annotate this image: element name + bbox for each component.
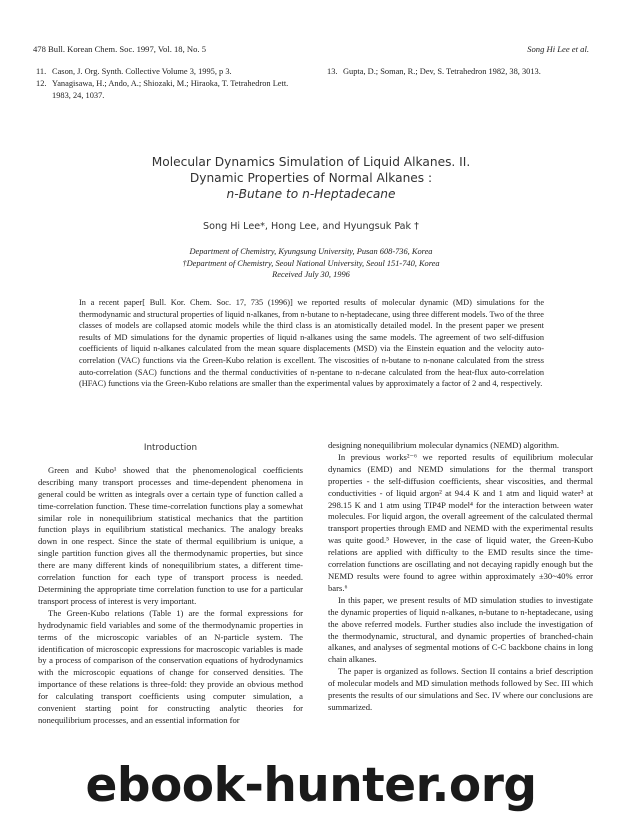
body-paragraph: In this paper, we present results of MD simulation studies to investigate the dynamic properties of liquid n-alkanes, n-butane to n-heptadecane, using the above referred models. Further studies also include the investigation of the thermodynamic, structural, and dynamic properties of branched-chain alkanes, and analyses of segmental motions of C-C backbone chains in long chain alkanes. <box>328 594 593 665</box>
body-column-right <box>328 440 593 714</box>
abstract: In a recent paper[ Bull. Kor. Chem. Soc. 17, 735 (1996)] we reported results of molecular dynamic (MD) simulations for the thermodynamic and structural properties of liquid n-alkanes, from n-butane to n-heptadecane, using three different models. Two of the three classes of models are collapsed atomic models while the third class is an atomistically detailed model. In the present paper we present results of MD simulations for the dynamic properties of liquid n-alkanes using the same models. The agreement of two self-diffusion coefficients of liquid n-alkanes calculated from the mean square displacements (MSD) via the Einstein equation and the velocity auto-correlation (VAC) functions via the Green-Kubo relation is excellent. The viscosities of n-butane to n-nonane calculated from the stress auto-correlation (SAC) functions and the thermal conductivities of n-pentane to n-decane calculated from the heat-flux auto-correlation (HFAC) functions via the Green-Kubo relations are smaller than the experimental values by approximately a factor of 2 and 4, respectively. <box>79 298 544 389</box>
section-heading: Introduction <box>143 443 198 453</box>
body-paragraph: In previous works²⁻⁶ we reported results of equilibrium molecular dynamics (EMD) and NEMD simulations for the thermal transport properties - the self-diffusion coefficients, shear viscosities, and thermal conductivities - of liquid argon² at 94.4 K and 1 atm and liquid water³ at 298.15 K and 1 atm using TIP4P model⁴ for the interaction between water molecules. For liquid argon, the overall agreement of the calculated thermal transport properties through EMD and NEMD with the experimental results was quite good.⁵ However, in the case of liquid water, the Green-Kubo relations are applied with difficulty to the EMD results since the time-correlation functions are oscillating and not decaying rapidly enough but the NEMD results were found to agree within approximately ±30~40% error bars.⁶ <box>328 451 593 593</box>
author-list: Song Hi Lee*, Hong Lee, and Hyungsuk Pak † <box>203 221 419 232</box>
body-paragraph: The paper is organized as follows. Section II contains a brief description of molecular models and MD simulation methods followed by Sec. III which presents the results of our simulations and Sec. IV where our conclusions are summarized. <box>328 666 593 712</box>
reference-item: 13. Gupta, D.; Soman, R.; Dev, S. Tetrahedron 1982, 38, 3013. <box>327 67 541 76</box>
reference-item: 11. Cason, J. Org. Synth. Collective Volume 3, 1995, p 3. <box>36 67 232 76</box>
body-paragraph: Green and Kubo¹ showed that the phenomenological coefficients describing many transport processes and time-dependent phenomena in general could be written as integrals over a certain type of function called a time-correlation function. These time-correlation functions play a somewhat similar role in nonequilibrium statistical mechanics that the partition function plays in equilibrium statistical mechanics. The analogy breaks down in one respect. Since the state of thermal equilibrium is unique, a single partition function gives all the thermodynamic properties, but since there are many different kinds of nonequilibrium states, a different time-correlation function for each type of transport process is needed. Determining the appropriate time correlation function to use for a particular transport process of interest is very important. <box>38 464 303 606</box>
running-header-journal: 478 Bull. Korean Chem. Soc. 1997, Vol. 18, No. 5 <box>33 44 206 54</box>
received-date: Received July 30, 1996 <box>272 270 350 279</box>
body-column-left <box>38 440 303 727</box>
reference-item: 12. Yanagisawa, H.; Ando, A.; Shiozaki, M.; Hiraoka, T. Tetrahedron Lett. 1983, 24, 1037. <box>36 79 289 100</box>
affiliations <box>0 246 622 281</box>
title-line: Dynamic Properties of Normal Alkanes : <box>189 171 433 185</box>
title-line: Molecular Dynamics Simulation of Liquid Alkanes. II. <box>151 155 471 169</box>
affiliation-line: †Department of Chemistry, Seoul National University, Seoul 151-740, Korea <box>182 258 440 268</box>
running-header-authors: Song Hi Lee et al. <box>527 44 589 54</box>
title-line: n-Butane to n-Heptadecane <box>226 187 396 201</box>
body-paragraph: designing nonequilibrium molecular dynamics (NEMD) algorithm. <box>328 440 560 450</box>
references-left <box>36 66 298 102</box>
paper-title <box>0 154 622 202</box>
watermark: ebook-hunter.org <box>85 758 537 813</box>
affiliation-line: Department of Chemistry, Kyungsung University, Pusan 608-736, Korea <box>189 247 433 256</box>
references-right <box>327 66 587 78</box>
body-paragraph: The Green-Kubo relations (Table 1) are the formal expressions for hydrodynamic field variables and some of the thermodynamic properties in terms of the microscopic variables of an N-particle system. The identification of microscopic expressions for macroscopic variables is made by a process of comparison of the conservation equations of hydrodynamics with the microscopic equations of change for conserved densities. The importance of these relations is three-fold: they provide an obvious method for calculating transport coefficients using computer simulation, a convenient starting point for constructing analytic theories for nonequilibrium processes, and an essential information for <box>38 607 303 725</box>
